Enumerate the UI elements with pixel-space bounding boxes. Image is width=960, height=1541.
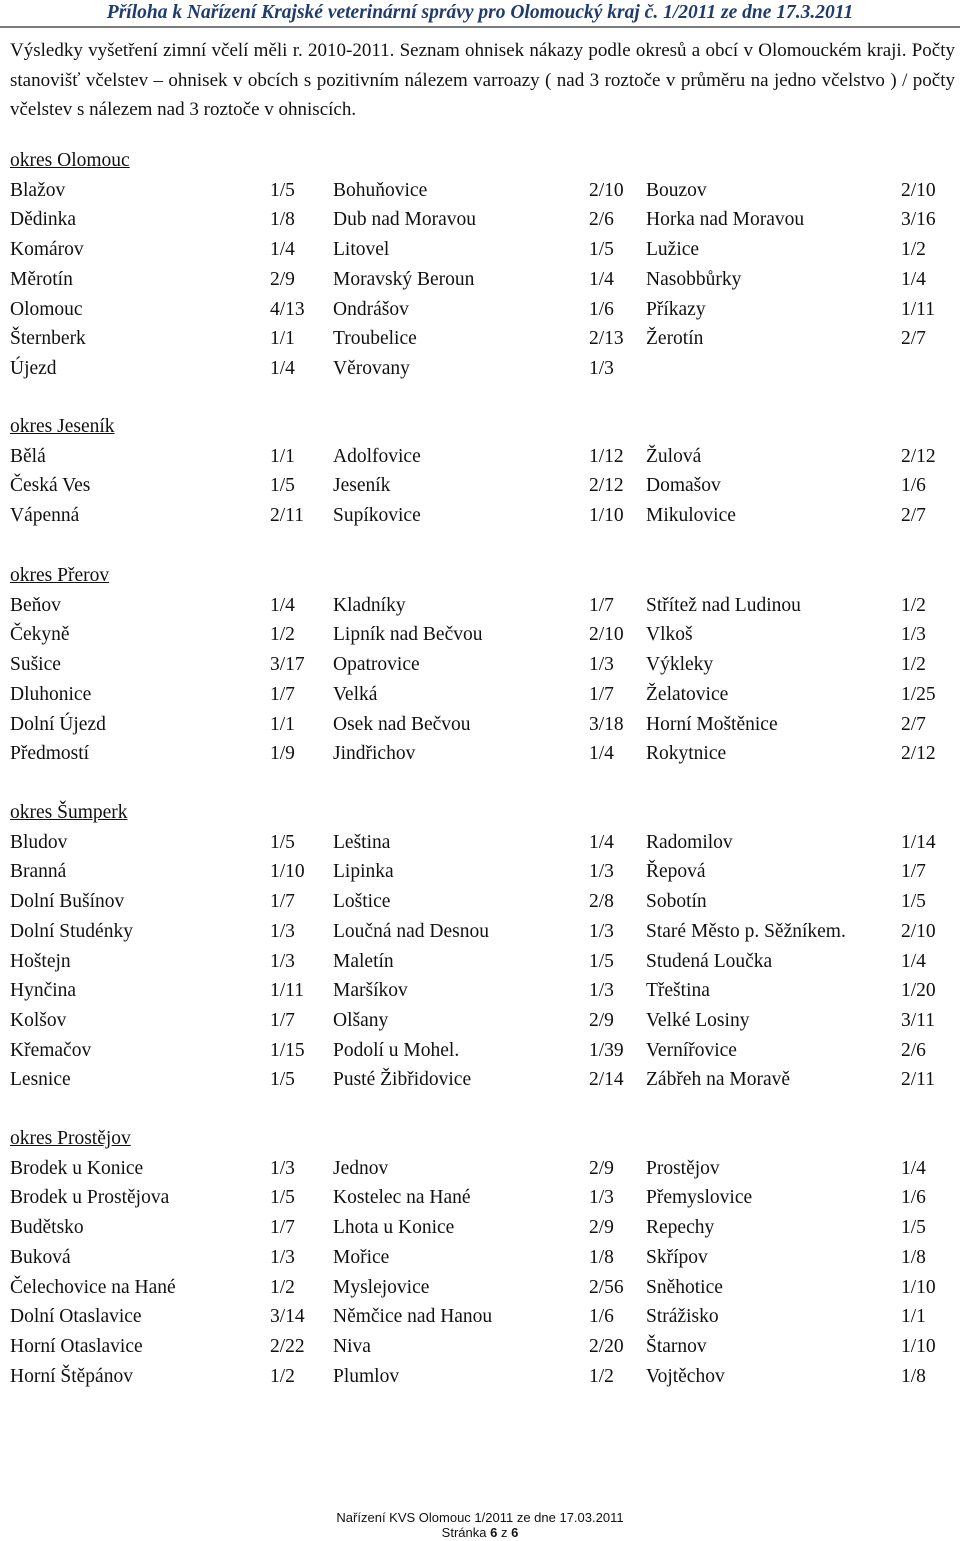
- municipality-name: Lipník nad Bečvou: [333, 624, 483, 646]
- outbreak-count: 1/4: [901, 268, 926, 290]
- header-divider: [0, 26, 960, 28]
- outbreak-count: 1/6: [901, 475, 926, 497]
- outbreak-count: 1/4: [270, 357, 295, 379]
- outbreak-count: 1/4: [270, 594, 295, 616]
- outbreak-count: 1/14: [901, 831, 936, 853]
- municipality-name: Velké Losiny: [646, 1009, 750, 1031]
- table-row: [0, 1158, 960, 1187]
- municipality-name: Dědinka: [10, 209, 77, 231]
- table-row: [0, 714, 960, 743]
- municipality-name: Ondrášov: [333, 298, 409, 320]
- municipality-name: Strážisko: [646, 1306, 719, 1328]
- table-row: [0, 180, 960, 209]
- municipality-name: Litovel: [333, 239, 390, 261]
- municipality-name: Bludov: [10, 831, 68, 853]
- outbreak-count: 1/5: [270, 179, 295, 201]
- municipality-name: Sušice: [10, 654, 61, 676]
- outbreak-count: 1/4: [901, 1157, 926, 1179]
- outbreak-count: 2/10: [589, 624, 624, 646]
- municipality-name: Měrotín: [10, 268, 73, 290]
- outbreak-count: 1/4: [589, 268, 614, 290]
- municipality-name: Bělá: [10, 445, 46, 467]
- municipality-name: Hynčina: [10, 980, 77, 1002]
- municipality-name: Olomouc: [10, 298, 83, 320]
- municipality-name: Vojtěchov: [646, 1365, 725, 1387]
- municipality-name: Štarnov: [646, 1335, 707, 1357]
- outbreak-count: 1/2: [589, 1365, 614, 1387]
- table-row: [0, 921, 960, 950]
- table-row: [0, 891, 960, 920]
- municipality-name: Střítež nad Ludinou: [646, 594, 801, 616]
- municipality-name: Výkleky: [646, 654, 714, 676]
- municipality-name: Žerotín: [646, 328, 704, 350]
- outbreak-count: 1/7: [270, 1009, 295, 1031]
- table-row: [0, 1277, 960, 1306]
- outbreak-count: 1/1: [270, 713, 295, 735]
- municipality-name: Lipinka: [333, 861, 394, 883]
- municipality-name: Komárov: [10, 239, 84, 261]
- outbreak-count: 1/3: [270, 1246, 295, 1268]
- table-row: [0, 624, 960, 653]
- municipality-name: Beňov: [10, 594, 61, 616]
- footer-page-of: z: [500, 1525, 508, 1540]
- municipality-name: Jindřichov: [333, 743, 416, 765]
- municipality-name: Třeština: [646, 980, 710, 1002]
- municipality-name: Vernířovice: [646, 1039, 737, 1061]
- table-row: [0, 209, 960, 238]
- outbreak-count: 1/3: [589, 654, 614, 676]
- outbreak-count: 2/12: [901, 445, 936, 467]
- outbreak-count: 1/2: [270, 1365, 295, 1387]
- municipality-name: Sněhotice: [646, 1276, 723, 1298]
- outbreak-count: 1/5: [270, 475, 295, 497]
- municipality-name: Němčice nad Hanou: [333, 1306, 493, 1328]
- municipality-name: Osek nad Bečvou: [333, 713, 471, 735]
- municipality-name: Podolí u Mohel.: [333, 1039, 460, 1061]
- table-row: [0, 1069, 960, 1098]
- district-heading: okres Jeseník: [10, 416, 115, 437]
- table-row: [0, 1010, 960, 1039]
- outbreak-count: 1/10: [589, 505, 624, 527]
- outbreak-count: 1/3: [270, 920, 295, 942]
- municipality-name: Niva: [333, 1335, 371, 1357]
- outbreak-count: 2/56: [589, 1276, 624, 1298]
- municipality-name: Maletín: [333, 950, 394, 972]
- outbreak-count: 2/10: [589, 179, 624, 201]
- outbreak-count: 1/2: [901, 594, 926, 616]
- outbreak-count: 1/8: [589, 1246, 614, 1268]
- outbreak-count: 1/3: [589, 861, 614, 883]
- municipality-name: Budětsko: [10, 1217, 84, 1239]
- municipality-name: Zábřeh na Moravě: [646, 1069, 791, 1091]
- footer-page-current: 6: [490, 1525, 498, 1540]
- outbreak-count: 1/5: [589, 239, 614, 261]
- table-row: [0, 1306, 960, 1335]
- outbreak-count: 3/17: [270, 654, 305, 676]
- municipality-name: Pusté Žibřidovice: [333, 1069, 472, 1091]
- table-row: [0, 743, 960, 772]
- table-row: [0, 1040, 960, 1069]
- municipality-name: Věrovany: [333, 357, 410, 379]
- municipality-name: Leština: [333, 831, 391, 853]
- municipality-name: Loučná nad Desnou: [333, 920, 489, 942]
- outbreak-count: 2/12: [901, 743, 936, 765]
- outbreak-count: 1/20: [901, 980, 936, 1002]
- table-row: [0, 505, 960, 534]
- municipality-name: Čelechovice na Hané: [10, 1276, 176, 1298]
- outbreak-count: 1/5: [589, 950, 614, 972]
- municipality-name: Lužice: [646, 239, 700, 261]
- table-row: [0, 861, 960, 890]
- table-row: [0, 832, 960, 861]
- header-title: Příloha k Nařízení Krajské veterinární správy pro Olomoucký kraj č. 1/2011 ze dne 17.3.2011: [106, 2, 854, 23]
- municipality-name: Kostelec na Hané: [333, 1187, 471, 1209]
- outbreak-count: 1/25: [901, 683, 936, 705]
- outbreak-count: 1/10: [270, 861, 305, 883]
- municipality-name: Česká Ves: [10, 475, 91, 497]
- outbreak-count: 2/10: [901, 179, 936, 201]
- footer-page-label: Stránka: [441, 1525, 487, 1540]
- table-row: [0, 475, 960, 504]
- outbreak-count: 1/2: [270, 1276, 295, 1298]
- municipality-name: Vlkoš: [646, 624, 693, 646]
- municipality-name: Horní Otaslavice: [10, 1335, 143, 1357]
- municipality-name: Dolní Studénky: [10, 920, 133, 942]
- municipality-name: Dluhonice: [10, 683, 92, 705]
- outbreak-count: 1/6: [589, 1306, 614, 1328]
- outbreak-count: 1/3: [270, 950, 295, 972]
- table-row: [0, 684, 960, 713]
- table-row: [0, 328, 960, 357]
- municipality-name: Příkazy: [646, 298, 706, 320]
- municipality-name: Újezd: [10, 357, 57, 379]
- municipality-name: Želatovice: [646, 683, 729, 705]
- outbreak-count: 2/7: [901, 328, 926, 350]
- municipality-name: Adolfovice: [333, 445, 421, 467]
- outbreak-count: 1/3: [589, 920, 614, 942]
- district-heading: okres Přerov: [10, 565, 110, 586]
- district-heading: okres Šumperk: [10, 802, 128, 823]
- municipality-name: Velká: [333, 683, 378, 705]
- municipality-name: Staré Město p. Sěžníkem.: [646, 920, 846, 942]
- municipality-name: Žulová: [646, 445, 702, 467]
- outbreak-count: 1/3: [589, 1187, 614, 1209]
- outbreak-count: 1/3: [270, 1157, 295, 1179]
- outbreak-count: 1/7: [270, 683, 295, 705]
- outbreak-count: 1/4: [589, 831, 614, 853]
- municipality-name: Bouzov: [646, 179, 707, 201]
- municipality-name: Hoštejn: [10, 950, 71, 972]
- outbreak-count: 1/2: [901, 654, 926, 676]
- table-row: [0, 1217, 960, 1246]
- municipality-name: Kladníky: [333, 594, 406, 616]
- outbreak-count: 2/9: [589, 1217, 614, 1239]
- outbreak-count: 1/1: [901, 1306, 926, 1328]
- outbreak-count: 2/12: [589, 475, 624, 497]
- municipality-name: Křemačov: [10, 1039, 92, 1061]
- municipality-name: Sobotín: [646, 891, 707, 913]
- municipality-name: Buková: [10, 1246, 71, 1268]
- outbreak-count: 2/9: [270, 268, 295, 290]
- municipality-name: Nasobbůrky: [646, 268, 742, 290]
- outbreak-count: 1/6: [589, 298, 614, 320]
- outbreak-count: 1/8: [901, 1246, 926, 1268]
- outbreak-count: 1/7: [589, 594, 614, 616]
- outbreak-count: 2/8: [589, 891, 614, 913]
- table-row: [0, 269, 960, 298]
- outbreak-count: 2/7: [901, 713, 926, 735]
- outbreak-count: 2/11: [901, 1069, 935, 1091]
- outbreak-count: 1/12: [589, 445, 624, 467]
- outbreak-count: 3/14: [270, 1306, 305, 1328]
- municipality-name: Bohuňovice: [333, 179, 428, 201]
- outbreak-count: 1/1: [270, 328, 295, 350]
- outbreak-count: 2/14: [589, 1069, 624, 1091]
- municipality-name: Skřípov: [646, 1246, 708, 1268]
- table-row: [0, 239, 960, 268]
- outbreak-count: 1/4: [589, 743, 614, 765]
- outbreak-count: 1/5: [270, 1187, 295, 1209]
- municipality-name: Domašov: [646, 475, 721, 497]
- table-row: [0, 980, 960, 1009]
- table-row: [0, 1247, 960, 1276]
- outbreak-count: 2/11: [270, 505, 304, 527]
- municipality-name: Mikulovice: [646, 505, 736, 527]
- municipality-name: Řepová: [646, 861, 706, 883]
- municipality-name: Moravský Beroun: [333, 268, 475, 290]
- outbreak-count: 1/4: [901, 950, 926, 972]
- municipality-name: Troubelice: [333, 328, 417, 350]
- municipality-name: Maršíkov: [333, 980, 408, 1002]
- municipality-name: Olšany: [333, 1009, 389, 1031]
- outbreak-count: 1/6: [901, 1187, 926, 1209]
- outbreak-count: 2/9: [589, 1009, 614, 1031]
- outbreak-count: 3/11: [901, 1009, 935, 1031]
- municipality-name: Šternberk: [10, 328, 86, 350]
- outbreak-count: 2/20: [589, 1335, 624, 1357]
- municipality-name: Vápenná: [10, 505, 80, 527]
- outbreak-count: 1/8: [270, 209, 295, 231]
- municipality-name: Repechy: [646, 1217, 715, 1239]
- outbreak-count: 1/3: [589, 357, 614, 379]
- municipality-name: Dolní Újezd: [10, 713, 106, 735]
- municipality-name: Jeseník: [333, 475, 391, 497]
- outbreak-count: 1/5: [901, 891, 926, 913]
- outbreak-count: 2/7: [901, 505, 926, 527]
- municipality-name: Supíkovice: [333, 505, 421, 527]
- outbreak-count: 1/9: [270, 743, 295, 765]
- municipality-name: Opatrovice: [333, 654, 420, 676]
- table-row: [0, 1366, 960, 1395]
- municipality-name: Dub nad Moravou: [333, 209, 476, 231]
- outbreak-count: 1/5: [901, 1217, 926, 1239]
- outbreak-count: 2/9: [589, 1157, 614, 1179]
- table-row: [0, 446, 960, 475]
- municipality-name: Brodek u Konice: [10, 1157, 144, 1179]
- district-heading: okres Olomouc: [10, 150, 130, 171]
- outbreak-count: 1/4: [270, 239, 295, 261]
- outbreak-count: 4/13: [270, 298, 305, 320]
- municipality-name: Horní Štěpánov: [10, 1365, 133, 1387]
- outbreak-count: 1/7: [270, 1217, 295, 1239]
- table-row: [0, 299, 960, 328]
- municipality-name: Rokytnice: [646, 743, 727, 765]
- municipality-name: Čekyně: [10, 624, 70, 646]
- outbreak-count: 1/7: [589, 683, 614, 705]
- table-row: [0, 358, 960, 387]
- municipality-name: Horka nad Moravou: [646, 209, 805, 231]
- outbreak-count: 1/3: [901, 624, 926, 646]
- table-row: [0, 951, 960, 980]
- municipality-name: Dolní Otaslavice: [10, 1306, 142, 1328]
- municipality-name: Blažov: [10, 179, 66, 201]
- outbreak-count: 3/16: [901, 209, 936, 231]
- municipality-name: Přemyslovice: [646, 1187, 753, 1209]
- municipality-name: Brodek u Prostějova: [10, 1187, 170, 1209]
- outbreak-count: 1/7: [901, 861, 926, 883]
- outbreak-count: 2/6: [901, 1039, 926, 1061]
- outbreak-count: 1/2: [901, 239, 926, 261]
- outbreak-count: 1/39: [589, 1039, 624, 1061]
- outbreak-count: 2/6: [589, 209, 614, 231]
- outbreak-count: 3/18: [589, 713, 624, 735]
- municipality-name: Loštice: [333, 891, 391, 913]
- footer-page-total: 6: [511, 1525, 519, 1540]
- outbreak-count: 1/5: [270, 1069, 295, 1091]
- municipality-name: Lesnice: [10, 1069, 71, 1091]
- footer-page-number: [0, 1525, 960, 1540]
- municipality-name: Horní Moštěnice: [646, 713, 778, 735]
- table-row: [0, 654, 960, 683]
- intro-paragraph: Výsledky vyšetření zimní včelí měli r. 2010-2011. Seznam ohnisek nákazy podle okresů a obcí v Olomouckém kraji. Počty stanovišť včelstev – ohnisek v obcích s pozitivním nálezem varroazy ( nad 3 roztoče v průměru na jedno včelstvo ) / počty včelstev s nálezem nad 3 roztoče v ohniscích.: [10, 40, 955, 120]
- outbreak-count: 1/10: [901, 1335, 936, 1357]
- outbreak-count: 1/5: [270, 831, 295, 853]
- municipality-name: Studená Loučka: [646, 950, 773, 972]
- outbreak-count: 1/1: [270, 445, 295, 467]
- outbreak-count: 1/3: [589, 980, 614, 1002]
- municipality-name: Lhota u Konice: [333, 1217, 455, 1239]
- municipality-name: Prostějov: [646, 1157, 720, 1179]
- municipality-name: Branná: [10, 861, 67, 883]
- municipality-name: Předmostí: [10, 743, 90, 765]
- table-row: [0, 1187, 960, 1216]
- outbreak-count: 2/13: [589, 328, 624, 350]
- outbreak-count: 1/2: [270, 624, 295, 646]
- municipality-name: Dolní Bušínov: [10, 891, 125, 913]
- municipality-name: Mořice: [333, 1246, 390, 1268]
- municipality-name: Kolšov: [10, 1009, 67, 1031]
- municipality-name: Plumlov: [333, 1365, 400, 1387]
- outbreak-count: 1/11: [901, 298, 935, 320]
- outbreak-count: 1/8: [901, 1365, 926, 1387]
- table-row: [0, 595, 960, 624]
- municipality-name: Myslejovice: [333, 1276, 430, 1298]
- footer-regulation: Nařízení KVS Olomouc 1/2011 ze dne 17.03.2011: [336, 1510, 624, 1525]
- outbreak-count: 2/10: [901, 920, 936, 942]
- district-heading: okres Prostějov: [10, 1128, 131, 1149]
- outbreak-count: 1/7: [270, 891, 295, 913]
- outbreak-count: 1/11: [270, 980, 304, 1002]
- outbreak-count: 1/15: [270, 1039, 305, 1061]
- table-row: [0, 1336, 960, 1365]
- municipality-name: Jednov: [333, 1157, 389, 1179]
- municipality-name: Radomilov: [646, 831, 733, 853]
- outbreak-count: 1/10: [901, 1276, 936, 1298]
- outbreak-count: 2/22: [270, 1335, 305, 1357]
